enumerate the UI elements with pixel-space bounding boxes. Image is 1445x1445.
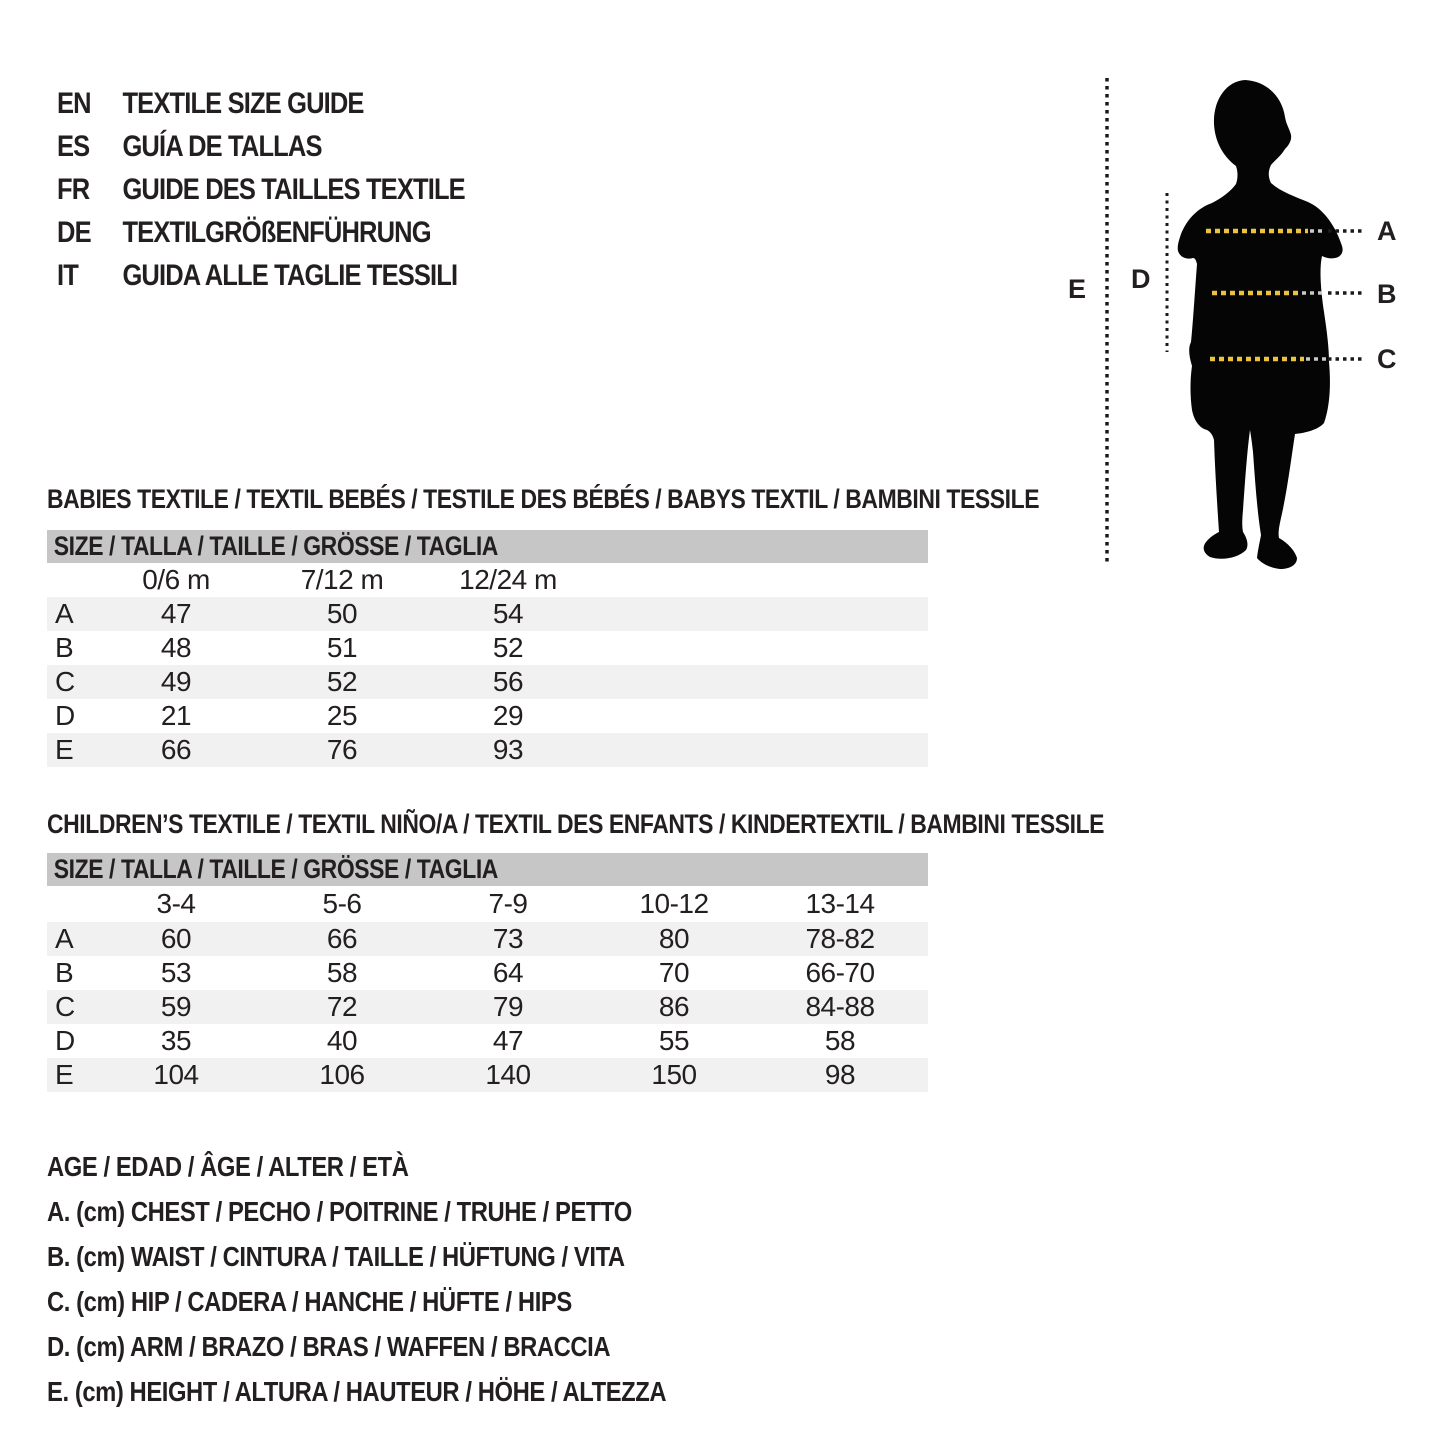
size-value-cell: 51: [326, 632, 358, 663]
size-value-cell: 25: [326, 700, 358, 731]
lang-row-fr: [57, 168, 465, 211]
size-value-cell: 80: [658, 923, 690, 954]
language-title: GUIDE DES TAILLES TEXTILE: [122, 172, 465, 206]
lang-row-en: [57, 82, 465, 125]
legend-arm-line: D. (cm) ARM / BRAZO / BRAS / WAFFEN / BRACCIA: [47, 1331, 611, 1362]
size-value-cell: 72: [326, 991, 358, 1022]
size-value-cell: 66: [326, 923, 358, 954]
language-code: DE: [57, 215, 91, 249]
row-label: C: [55, 991, 75, 1022]
size-value-cell: 59: [160, 991, 192, 1022]
table-row: [47, 922, 928, 956]
row-label: C: [55, 666, 75, 697]
child-silhouette: [1178, 80, 1343, 569]
column-header: 12/24 m: [459, 564, 557, 595]
size-value-cell: 66: [160, 734, 192, 765]
measure-label-e: E: [1068, 274, 1087, 304]
size-value-cell: 58: [326, 957, 358, 988]
size-value-cell: 60: [160, 923, 192, 954]
table-row: [47, 990, 928, 1024]
legend-hip-line: C. (cm) HIP / CADERA / HANCHE / HÜFTE / HIPS: [47, 1286, 572, 1317]
lang-row-it: [57, 254, 465, 297]
size-header-label: SIZE / TALLA / TAILLE / GRÖSSE / TAGLIA: [53, 531, 498, 561]
children-section-title: CHILDREN’S TEXTILE / TEXTIL NIÑO/A / TEXTIL DES ENFANTS / KINDERTEXTIL / BAMBINI TESSILE: [47, 809, 1105, 839]
measure-label-b: B: [1377, 279, 1397, 309]
lang-row-de: [57, 211, 465, 254]
legend-chest-line: A. (cm) CHEST / PECHO / POITRINE / TRUHE / PETTO: [47, 1196, 632, 1227]
table-row: [47, 597, 928, 631]
size-value-cell: 84-88: [805, 991, 875, 1022]
size-value-cell: 86: [658, 991, 690, 1022]
size-value-cell: 54: [492, 598, 524, 629]
column-header: 13-14: [805, 888, 875, 919]
size-value-cell: 47: [492, 1025, 524, 1056]
size-value-cell: 56: [492, 666, 524, 697]
size-value-cell: 76: [326, 734, 358, 765]
language-title-block: [57, 82, 537, 297]
column-header: 0/6 m: [142, 564, 210, 595]
measure-label-d: D: [1131, 264, 1151, 294]
table-row: [47, 956, 928, 990]
table-row: [47, 1024, 928, 1058]
children-section: [47, 807, 1105, 1092]
legend-height-line: E. (cm) HEIGHT / ALTURA / HAUTEUR / HÖHE / ALTEZZA: [47, 1376, 667, 1407]
size-header-label: SIZE / TALLA / TAILLE / GRÖSSE / TAGLIA: [53, 854, 498, 884]
row-label: E: [55, 734, 74, 765]
size-value-cell: 106: [319, 1059, 365, 1090]
table-row: [47, 699, 928, 733]
size-value-cell: 49: [160, 666, 192, 697]
row-label: E: [55, 1059, 74, 1090]
language-title: GUIDA ALLE TAGLIE TESSILI: [122, 258, 458, 292]
table-row: [47, 631, 928, 665]
size-value-cell: 93: [492, 734, 524, 765]
size-value-cell: 104: [153, 1059, 199, 1090]
table-row: [47, 1058, 928, 1092]
column-header: 5-6: [322, 888, 362, 919]
size-value-cell: 29: [492, 700, 524, 731]
row-label: D: [55, 1025, 75, 1056]
size-value-cell: 66-70: [805, 957, 875, 988]
size-value-cell: 52: [492, 632, 524, 663]
legend-waist-line: B. (cm) WAIST / CINTURA / TAILLE / HÜFTUNG / VITA: [47, 1241, 625, 1272]
babies-size-header-bar: [47, 530, 928, 563]
language-code: EN: [57, 86, 91, 120]
size-value-cell: 58: [824, 1025, 856, 1056]
language-code: IT: [57, 258, 78, 292]
children-column-header-row: [47, 886, 928, 922]
size-value-cell: 70: [658, 957, 690, 988]
babies-column-header-row: [47, 563, 928, 597]
row-label: D: [55, 700, 75, 731]
column-header: 7-9: [488, 888, 528, 919]
size-value-cell: 73: [492, 923, 524, 954]
language-title: GUÍA DE TALLAS: [122, 129, 322, 163]
size-value-cell: 47: [160, 598, 192, 629]
column-header: 3-4: [156, 888, 196, 919]
size-value-cell: 98: [824, 1059, 856, 1090]
measure-label-a: A: [1377, 216, 1397, 246]
babies-section: [47, 482, 1040, 767]
language-code: FR: [57, 172, 90, 206]
row-label: A: [55, 598, 74, 629]
language-title: TEXTILGRÖßENFÜHRUNG: [122, 215, 431, 249]
size-value-cell: 40: [326, 1025, 358, 1056]
size-value-cell: 78-82: [805, 923, 875, 954]
legend-age-line: AGE / EDAD / ÂGE / ALTER / ETÀ: [47, 1151, 409, 1182]
size-value-cell: 140: [485, 1059, 531, 1090]
size-value-cell: 55: [658, 1025, 690, 1056]
lang-row-es: [57, 125, 465, 168]
row-label: B: [55, 957, 74, 988]
measurement-legend: [47, 1144, 775, 1414]
row-label: B: [55, 632, 74, 663]
column-header: 7/12 m: [300, 564, 384, 595]
size-value-cell: 53: [160, 957, 192, 988]
child-silhouette-figure: [1060, 60, 1445, 580]
measure-label-c: C: [1377, 344, 1397, 374]
size-value-cell: 35: [160, 1025, 192, 1056]
children-size-header-bar: [47, 853, 928, 886]
language-title: TEXTILE SIZE GUIDE: [122, 86, 364, 120]
size-value-cell: 50: [326, 598, 358, 629]
column-header: 10-12: [639, 888, 709, 919]
table-row: [47, 733, 928, 767]
size-value-cell: 52: [326, 666, 358, 697]
size-value-cell: 79: [492, 991, 524, 1022]
size-value-cell: 150: [651, 1059, 697, 1090]
table-row: [47, 665, 928, 699]
size-value-cell: 64: [492, 957, 524, 988]
size-value-cell: 21: [160, 700, 192, 731]
row-label: A: [55, 923, 74, 954]
babies-section-title: BABIES TEXTILE / TEXTIL BEBÉS / TESTILE DES BÉBÉS / BABYS TEXTIL / BAMBINI TESSILE: [47, 484, 1040, 514]
language-code: ES: [57, 129, 90, 163]
size-value-cell: 48: [160, 632, 192, 663]
